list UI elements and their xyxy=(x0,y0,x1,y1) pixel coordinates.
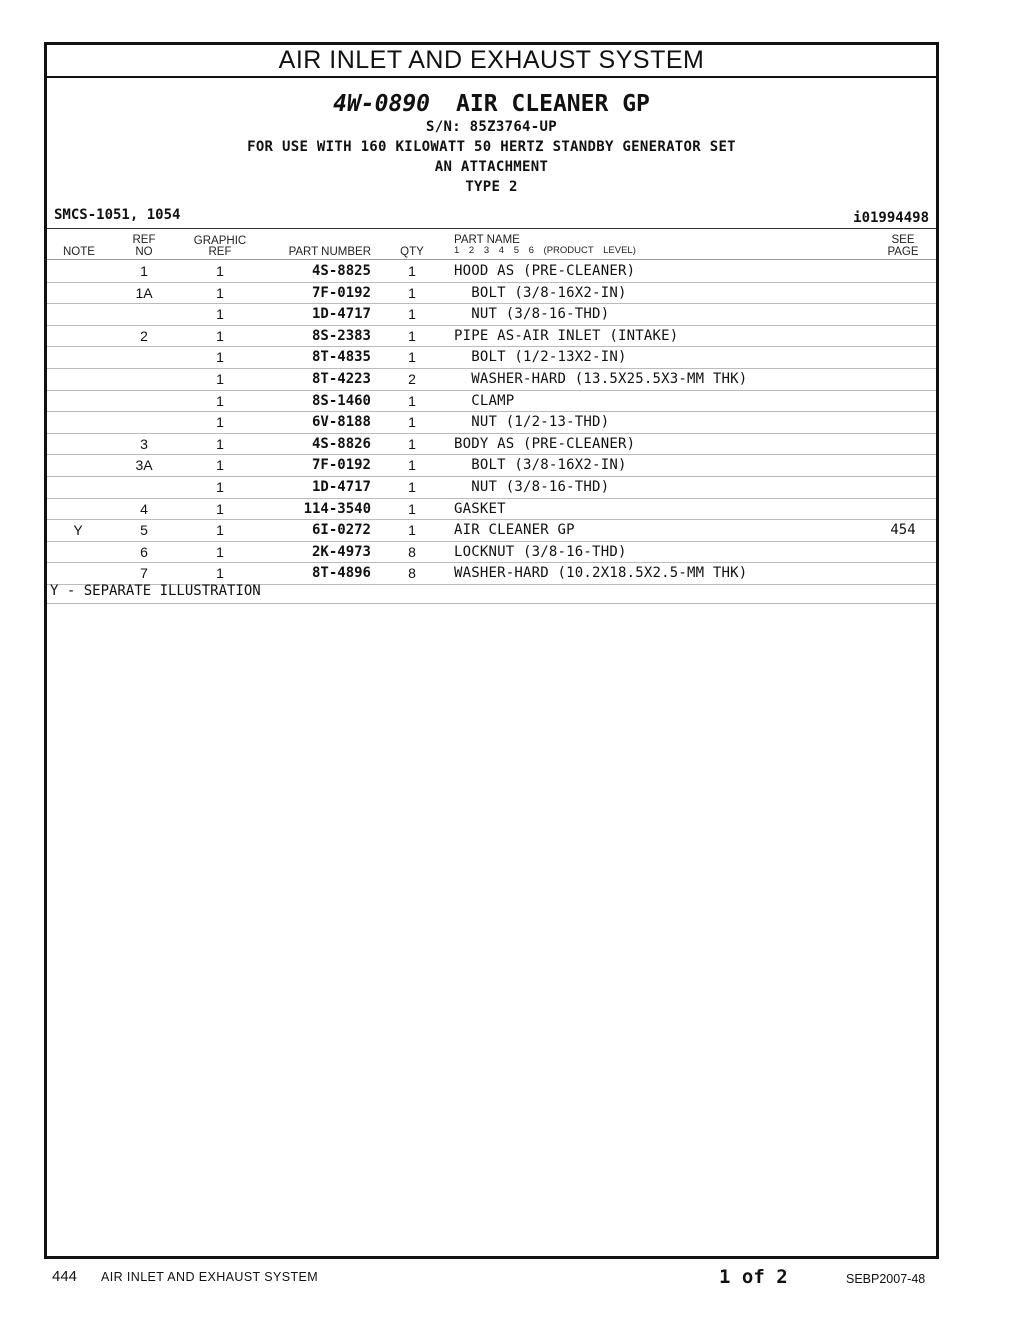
col-part-number: PART NUMBER xyxy=(288,246,371,258)
footer-section-title: AIR INLET AND EXHAUST SYSTEM xyxy=(101,1270,319,1284)
row-ref-no: 3 xyxy=(140,435,148,452)
table-row xyxy=(47,260,936,283)
row-qty: 1 xyxy=(408,414,416,431)
col-product-levels: 1 2 3 4 5 6 (PRODUCT LEVEL) xyxy=(454,245,636,256)
row-ref-no: 3A xyxy=(135,457,153,474)
row-part-number: 2K-4973 xyxy=(311,543,371,560)
row-part-number: 8T-4223 xyxy=(311,371,371,387)
col-ref-bottom: NO xyxy=(135,246,153,258)
row-part-number: 8T-4896 xyxy=(311,565,371,582)
illustration-id: i01994498 xyxy=(853,210,929,226)
row-ref-no: 6 xyxy=(140,543,148,560)
row-part-number: 8S-1460 xyxy=(311,392,371,409)
row-graphic-ref: 1 xyxy=(216,479,224,495)
row-graphic-ref: 1 xyxy=(216,500,224,517)
table-row xyxy=(47,346,936,369)
row-qty: 1 xyxy=(408,479,416,495)
table-row xyxy=(47,454,936,477)
row-part-number: 114-3540 xyxy=(303,500,371,517)
col-part-name: PART NAME xyxy=(454,234,520,246)
row-part-name: BOLT (3/8-16X2-IN) xyxy=(454,284,627,301)
row-part-number: 4S-8826 xyxy=(311,435,371,452)
row-part-number: 8S-2383 xyxy=(311,327,371,344)
table-row xyxy=(47,303,936,326)
footer-document-id: SEBP2007-48 xyxy=(846,1272,926,1286)
col-see-top: SEE xyxy=(891,234,915,246)
row-qty: 1 xyxy=(408,500,416,517)
row-ref-no: 1A xyxy=(135,284,153,301)
group-title xyxy=(47,91,936,117)
row-part-name: WASHER-HARD (13.5X25.5X3-MM THK) xyxy=(454,371,748,387)
row-graphic-ref: 1 xyxy=(216,414,224,431)
row-qty: 1 xyxy=(408,457,416,474)
table-row xyxy=(47,562,936,585)
col-note: NOTE xyxy=(63,246,95,258)
row-graphic-ref: 1 xyxy=(216,392,224,409)
row-part-number: 4S-8825 xyxy=(311,263,371,279)
row-part-name: BOLT (1/2-13X2-IN) xyxy=(454,349,627,366)
type-line: TYPE 2 xyxy=(465,179,518,195)
col-see-bottom: PAGE xyxy=(887,246,919,258)
row-graphic-ref: 1 xyxy=(216,327,224,344)
row-ref-no: 2 xyxy=(140,327,148,344)
row-part-name: LOCKNUT (3/8-16-THD) xyxy=(454,543,627,560)
row-part-name: NUT (1/2-13-THD) xyxy=(454,414,610,431)
row-graphic-ref: 1 xyxy=(216,263,224,279)
col-qty: QTY xyxy=(400,246,424,258)
row-qty: 1 xyxy=(408,284,416,301)
row-part-number: 6I-0272 xyxy=(311,522,371,539)
row-part-number: 6V-8188 xyxy=(311,414,371,431)
row-qty: 8 xyxy=(408,565,416,582)
table-row xyxy=(47,433,936,456)
footnote: Y - SEPARATE ILLUSTRATION xyxy=(50,583,261,599)
table-row xyxy=(47,411,936,434)
row-qty: 1 xyxy=(408,306,416,323)
col-gref-top: GRAPHIC xyxy=(193,235,247,247)
row-qty: 1 xyxy=(408,327,416,344)
row-part-name: BOLT (3/8-16X2-IN) xyxy=(454,457,627,474)
row-part-number: 7F-0192 xyxy=(311,457,371,474)
table-row xyxy=(47,476,936,499)
header-divider xyxy=(47,228,936,229)
serial-number: S/N: 85Z3764-UP xyxy=(426,119,557,135)
row-part-name: WASHER-HARD (10.2X18.5X2.5-MM THK) xyxy=(454,565,748,582)
row-part-name: AIR CLEANER GP xyxy=(454,522,575,539)
row-part-name: HOOD AS (PRE-CLEANER) xyxy=(454,263,636,279)
attachment-line: AN ATTACHMENT xyxy=(434,159,549,175)
row-part-name: CLAMP xyxy=(454,392,515,409)
table-row xyxy=(47,519,936,542)
use-line: FOR USE WITH 160 KILOWATT 50 HERTZ STANDBY GENERATOR SET xyxy=(247,139,736,155)
row-part-number: 7F-0192 xyxy=(311,284,371,301)
row-part-name: GASKET xyxy=(454,500,506,517)
row-part-name: BODY AS (PRE-CLEANER) xyxy=(454,435,636,452)
row-qty: 2 xyxy=(408,371,416,387)
table-row xyxy=(47,282,936,305)
row-qty: 8 xyxy=(408,543,416,560)
row-qty: 1 xyxy=(408,263,416,279)
row-ref-no: 4 xyxy=(140,500,148,517)
footer-page-count: 1 of 2 xyxy=(719,1266,788,1288)
row-qty: 1 xyxy=(408,392,416,409)
row-qty: 1 xyxy=(408,435,416,452)
row-part-number: 8T-4835 xyxy=(311,349,371,366)
group-part-number: 4W-0890 xyxy=(333,91,431,117)
section-title: AIR INLET AND EXHAUST SYSTEM xyxy=(47,45,936,78)
row-graphic-ref: 1 xyxy=(216,522,224,539)
row-qty: 1 xyxy=(408,522,416,539)
row-graphic-ref: 1 xyxy=(216,565,224,582)
row-part-number: 1D-4717 xyxy=(311,479,371,495)
table-row xyxy=(47,368,936,391)
row-see-page: 454 xyxy=(890,522,916,539)
row-part-name: NUT (3/8-16-THD) xyxy=(454,306,610,323)
row-graphic-ref: 1 xyxy=(216,543,224,560)
row-graphic-ref: 1 xyxy=(216,371,224,387)
footnote-divider xyxy=(47,603,936,604)
row-part-number: 1D-4717 xyxy=(311,306,371,323)
row-qty: 1 xyxy=(408,349,416,366)
row-note: Y xyxy=(73,522,83,539)
row-graphic-ref: 1 xyxy=(216,349,224,366)
row-ref-no: 1 xyxy=(140,263,148,279)
table-row xyxy=(47,390,936,413)
row-ref-no: 5 xyxy=(140,522,148,539)
table-row xyxy=(47,325,936,348)
parts-page-frame xyxy=(44,42,939,1259)
group-name: AIR CLEANER GP xyxy=(456,91,650,117)
footer-page-number: 444 xyxy=(52,1268,78,1285)
row-graphic-ref: 1 xyxy=(216,435,224,452)
row-graphic-ref: 1 xyxy=(216,284,224,301)
row-graphic-ref: 1 xyxy=(216,457,224,474)
col-gref-bottom: REF xyxy=(208,246,232,258)
table-row xyxy=(47,498,936,521)
col-ref-top: REF xyxy=(132,234,156,246)
row-part-name: PIPE AS-AIR INLET (INTAKE) xyxy=(454,327,679,344)
smcs-code: SMCS-1051, 1054 xyxy=(54,207,181,223)
table-row xyxy=(47,541,936,564)
row-graphic-ref: 1 xyxy=(216,306,224,323)
row-part-name: NUT (3/8-16-THD) xyxy=(454,479,610,495)
row-ref-no: 7 xyxy=(140,565,148,582)
